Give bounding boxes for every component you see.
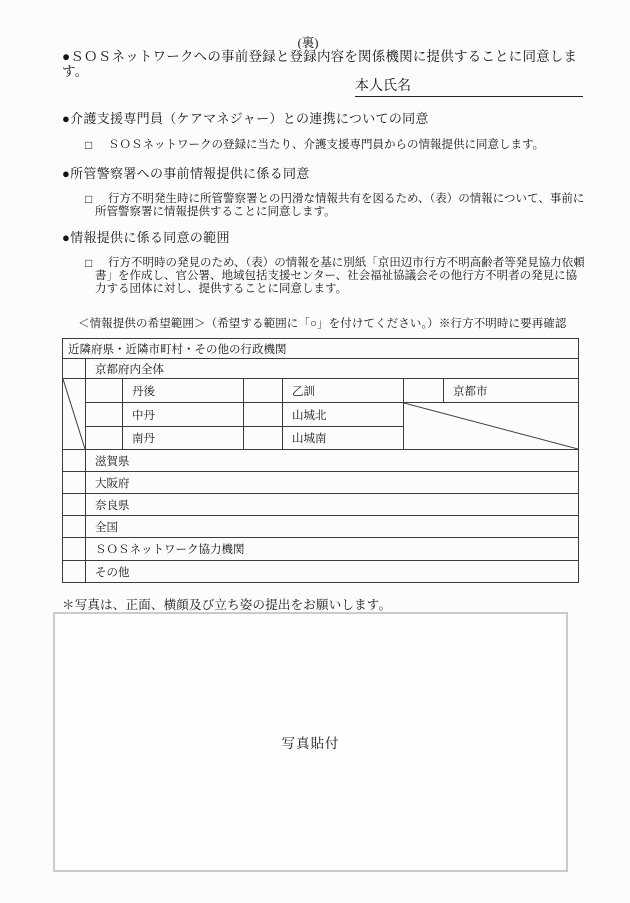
- scope-range-instruction: ＜情報提供の希望範囲＞（希望する範囲に「○」を付けてください。）※行方不明時に要再確認: [78, 318, 567, 330]
- care-manager-consent-text: ＳＯＳネットワークの登録に当たり、介護支援専門員からの情報提供に同意します。: [108, 139, 545, 151]
- row-other: その他: [86, 561, 579, 583]
- checkbox-scope-icon[interactable]: □: [85, 256, 93, 270]
- table-row: [63, 379, 579, 403]
- mark-cell-otokuni[interactable]: [244, 379, 283, 403]
- mark-cell-nantan[interactable]: [86, 427, 123, 450]
- diagonal-cell-right: [404, 403, 579, 450]
- scope-consent-line-2: 書」を作成し、官公署、地域包括支援センター、社会福祉協議会その他行方不明者の発見に協: [95, 270, 578, 282]
- row-kyoto-city: 京都市: [444, 379, 579, 403]
- mark-cell-other[interactable]: [63, 561, 86, 583]
- row-kyoto-prefecture-all: 京都府内全体: [86, 359, 579, 379]
- checkbox-police-icon[interactable]: □: [85, 192, 93, 206]
- mark-cell-nara[interactable]: [63, 494, 86, 516]
- mark-cell-chutan[interactable]: [86, 403, 123, 427]
- consent-line-2: す。: [62, 63, 89, 79]
- care-manager-section-heading: ●介護支援専門員（ケアマネジャー）との連携についての同意: [62, 111, 429, 126]
- checkbox-care-manager-icon[interactable]: □: [85, 138, 93, 152]
- mark-cell-kyoto-all[interactable]: [63, 359, 86, 379]
- row-sos-network: ＳＯＳネットワーク協力機関: [86, 538, 579, 561]
- row-yamashiro-kita: 山城北: [283, 403, 404, 427]
- name-field-label: 本人氏名: [355, 79, 411, 94]
- police-consent-item: [62, 193, 597, 219]
- row-otokuni: 乙訓: [283, 379, 404, 403]
- information-scope-table: [62, 338, 579, 583]
- mark-cell-osaka[interactable]: [63, 472, 86, 494]
- name-field[interactable]: [355, 79, 583, 97]
- table-row: [63, 339, 579, 359]
- table-row: [63, 450, 579, 472]
- table-row: [63, 494, 579, 516]
- consent-line-1: ●ＳＯＳネットワークへの事前登録と登録内容を関係機関に提供することに同意しま: [62, 49, 578, 64]
- sos-registration-consent-paragraph: [62, 50, 583, 79]
- mark-cell-kyoto-city[interactable]: [404, 379, 444, 403]
- diagonal-cell-left: [63, 379, 86, 450]
- scope-section-heading: ●情報提供に係る同意の範囲: [62, 230, 230, 245]
- diagonal-line: [404, 403, 578, 449]
- row-neighboring-prefectures: 近隣府県・近隣市町村・その他の行政機関: [63, 339, 579, 359]
- photo-attach-box[interactable]: [53, 612, 568, 872]
- row-shiga: 滋賀県: [86, 450, 579, 472]
- row-tango: 丹後: [123, 379, 244, 403]
- row-nara: 奈良県: [86, 494, 579, 516]
- page-side-label: (裏): [297, 36, 319, 50]
- mark-cell-sos-network[interactable]: [63, 538, 86, 561]
- mark-cell-zenkoku[interactable]: [63, 516, 86, 538]
- table-row: [63, 561, 579, 583]
- row-yamashiro-minami: 山城南: [283, 427, 404, 450]
- row-zenkoku: 全国: [86, 516, 579, 538]
- police-consent-line-1: 行方不明発生時に所管警察署との円滑な情報共有を図るため、（表）の情報について、事前に: [108, 193, 585, 205]
- police-section-heading: ●所管警察署への事前情報提供に係る同意: [62, 166, 310, 181]
- police-consent-line-2: 所管警察署に情報提供することに同意します。: [95, 206, 336, 218]
- table-row: [63, 359, 579, 379]
- table-row: [63, 403, 579, 427]
- row-osaka: 大阪府: [86, 472, 579, 494]
- table-row: [63, 538, 579, 561]
- row-nantan: 南丹: [123, 427, 244, 450]
- photo-submission-note: ＊写真は、正面、横顔及び立ち姿の提出をお願いします。: [62, 598, 392, 612]
- diagonal-line: [63, 379, 85, 449]
- table-row: [63, 472, 579, 494]
- mark-cell-tango[interactable]: [86, 379, 123, 403]
- mark-cell-shiga[interactable]: [63, 450, 86, 472]
- care-manager-consent-item: [62, 139, 597, 152]
- scope-consent-item: [62, 257, 597, 296]
- mark-cell-yamashiro-minami[interactable]: [244, 427, 283, 450]
- table-row: [63, 516, 579, 538]
- scope-consent-line-1: 行方不明時の発見のため、（表）の情報を基に別紙「京田辺市行方不明高齢者等発見協力依頼: [108, 257, 585, 269]
- row-chutan: 中丹: [123, 403, 244, 427]
- photo-attach-label: 写真貼付: [281, 736, 340, 751]
- mark-cell-yamashiro-kita[interactable]: [244, 403, 283, 427]
- scope-consent-line-3: 力する団体に対し、提供することに同意します。: [95, 283, 348, 295]
